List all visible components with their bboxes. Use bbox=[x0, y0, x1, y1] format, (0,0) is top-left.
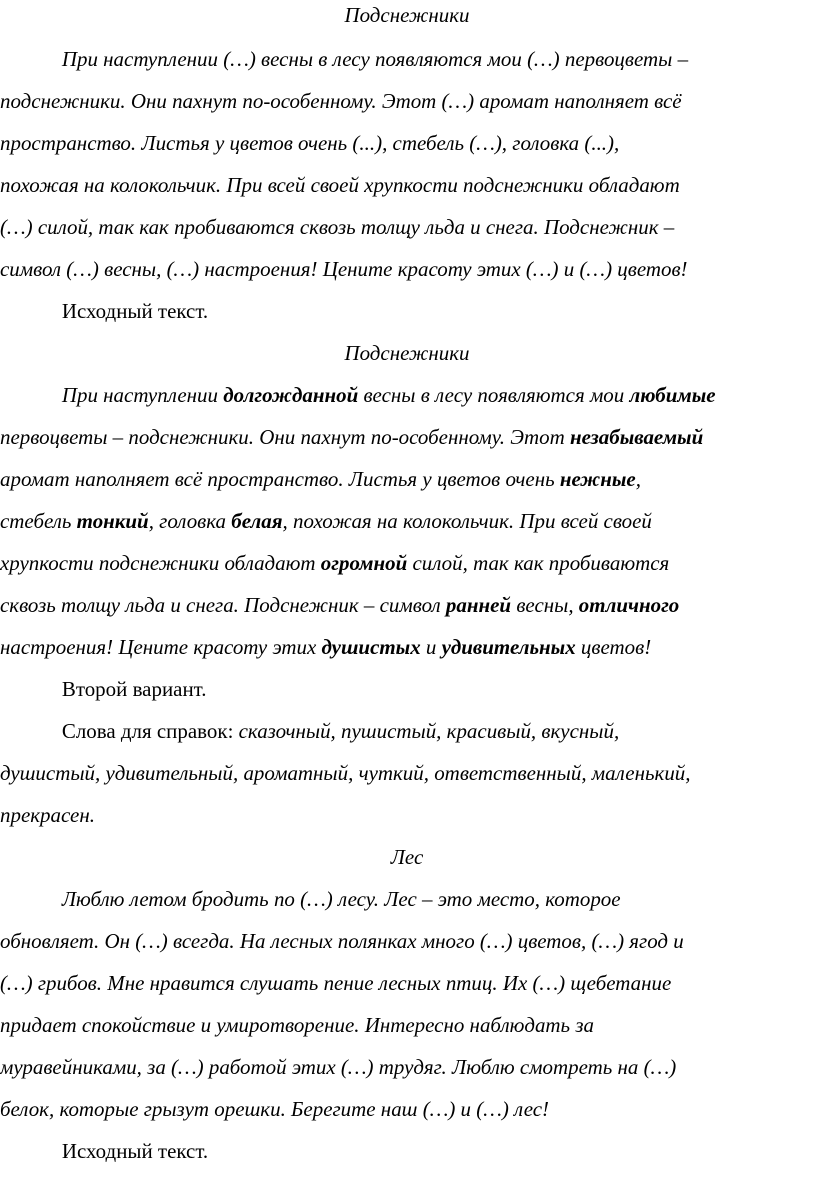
section4-line-3: (…) грибов. Мне нравится слушать пение лесных птиц. Их (…) щебетание bbox=[0, 971, 672, 995]
text-run: сквозь толщу льда и снега. Подснежник – символ bbox=[0, 593, 446, 617]
section2-line-7 bbox=[0, 626, 814, 668]
inserted-word: белая bbox=[231, 509, 283, 533]
section1-title: Подснежники bbox=[344, 3, 470, 27]
section1-line-6: символ (…) весны, (…) настроения! Цените красоту этих (…) и (…) цветов! bbox=[0, 257, 688, 281]
inserted-word: тонкий bbox=[76, 509, 149, 533]
inserted-word: долгожданной bbox=[223, 383, 359, 407]
inserted-word: удивительных bbox=[441, 635, 576, 659]
text-run: первоцветы – подснежники. Они пахнут по-особенному. Этот bbox=[0, 425, 570, 449]
section2-line-4 bbox=[0, 500, 814, 542]
section4-line-2: обновляет. Он (…) всегда. На лесных полянках много (…) цветов, (…) ягод и bbox=[0, 929, 684, 953]
text-run: хрупкости подснежники обладают bbox=[0, 551, 321, 575]
section1-line-3: пространство. Листья у цветов очень (...), стебель (…), головка (...), bbox=[0, 131, 620, 155]
text-run: настроения! Цените красоту этих bbox=[0, 635, 322, 659]
inserted-word: душистых bbox=[321, 635, 421, 659]
section1-line-2: подснежники. Они пахнут по-особенному. Этот (…) аромат наполняет всё bbox=[0, 89, 682, 113]
hint-line-3: прекрасен. bbox=[0, 803, 95, 827]
inserted-word: незабываемый bbox=[569, 425, 704, 449]
section4-line-1: Люблю летом бродить по (…) лесу. Лес – это место, которое bbox=[61, 887, 621, 911]
text-run: цветов! bbox=[575, 635, 652, 659]
hint-line-2: душистый, удивительный, ароматный, чуткий, ответственный, маленький, bbox=[0, 761, 691, 785]
section2-title: Подснежники bbox=[344, 341, 470, 365]
text-run: аромат наполняет всё пространство. Листья у цветов очень bbox=[0, 467, 560, 491]
text-run: весны, bbox=[511, 593, 579, 617]
section4-line-5: муравейниками, за (…) работой этих (…) трудяг. Люблю смотреть на (…) bbox=[0, 1055, 677, 1079]
section2-line-5 bbox=[0, 542, 814, 584]
inserted-word: любимые bbox=[629, 383, 716, 407]
inserted-word: ранней bbox=[445, 593, 512, 617]
section2-line-2 bbox=[0, 416, 814, 458]
section4-source-label: Исходный текст. bbox=[61, 1139, 209, 1163]
section4-line-6: белок, которые грызут орешки. Берегите наш (…) и (…) лес! bbox=[0, 1097, 550, 1121]
section2-variant-label: Второй вариант. bbox=[61, 677, 207, 701]
hint-line-1 bbox=[0, 710, 814, 752]
text-run: силой, так как пробиваются bbox=[407, 551, 670, 575]
text-run: , похожая на колокольчик. При всей своей bbox=[282, 509, 652, 533]
section4-title: Лес bbox=[390, 845, 424, 869]
hint-words: сказочный, пушистый, красивый, вкусный, bbox=[238, 719, 620, 743]
section2-line-6 bbox=[0, 584, 814, 626]
section2-line-1 bbox=[0, 374, 814, 416]
section1-line-5: (…) силой, так как пробиваются сквозь толщу льда и снега. Подснежник – bbox=[0, 215, 675, 239]
inserted-word: огромной bbox=[320, 551, 408, 575]
section1-line-1: При наступлении (…) весны в лесу появляются мои (…) первоцветы – bbox=[61, 47, 689, 71]
text-run: и bbox=[420, 635, 442, 659]
text-run: весны в лесу появляются мои bbox=[358, 383, 630, 407]
section1-line-4: похожая на колокольчик. При всей своей хрупкости подснежники обладают bbox=[0, 173, 680, 197]
inserted-word: отличного bbox=[578, 593, 680, 617]
hint-label: Слова для справок: bbox=[61, 719, 234, 743]
section2-line-3 bbox=[0, 458, 814, 500]
text-run: стебель bbox=[0, 509, 77, 533]
inserted-word: нежные bbox=[559, 467, 636, 491]
section4-line-4: придает спокойствие и умиротворение. Интересно наблюдать за bbox=[0, 1013, 594, 1037]
text-run: При наступлении bbox=[61, 383, 224, 407]
text-run: , bbox=[635, 467, 641, 491]
text-run: , головка bbox=[148, 509, 232, 533]
section1-source-label: Исходный текст. bbox=[61, 299, 209, 323]
